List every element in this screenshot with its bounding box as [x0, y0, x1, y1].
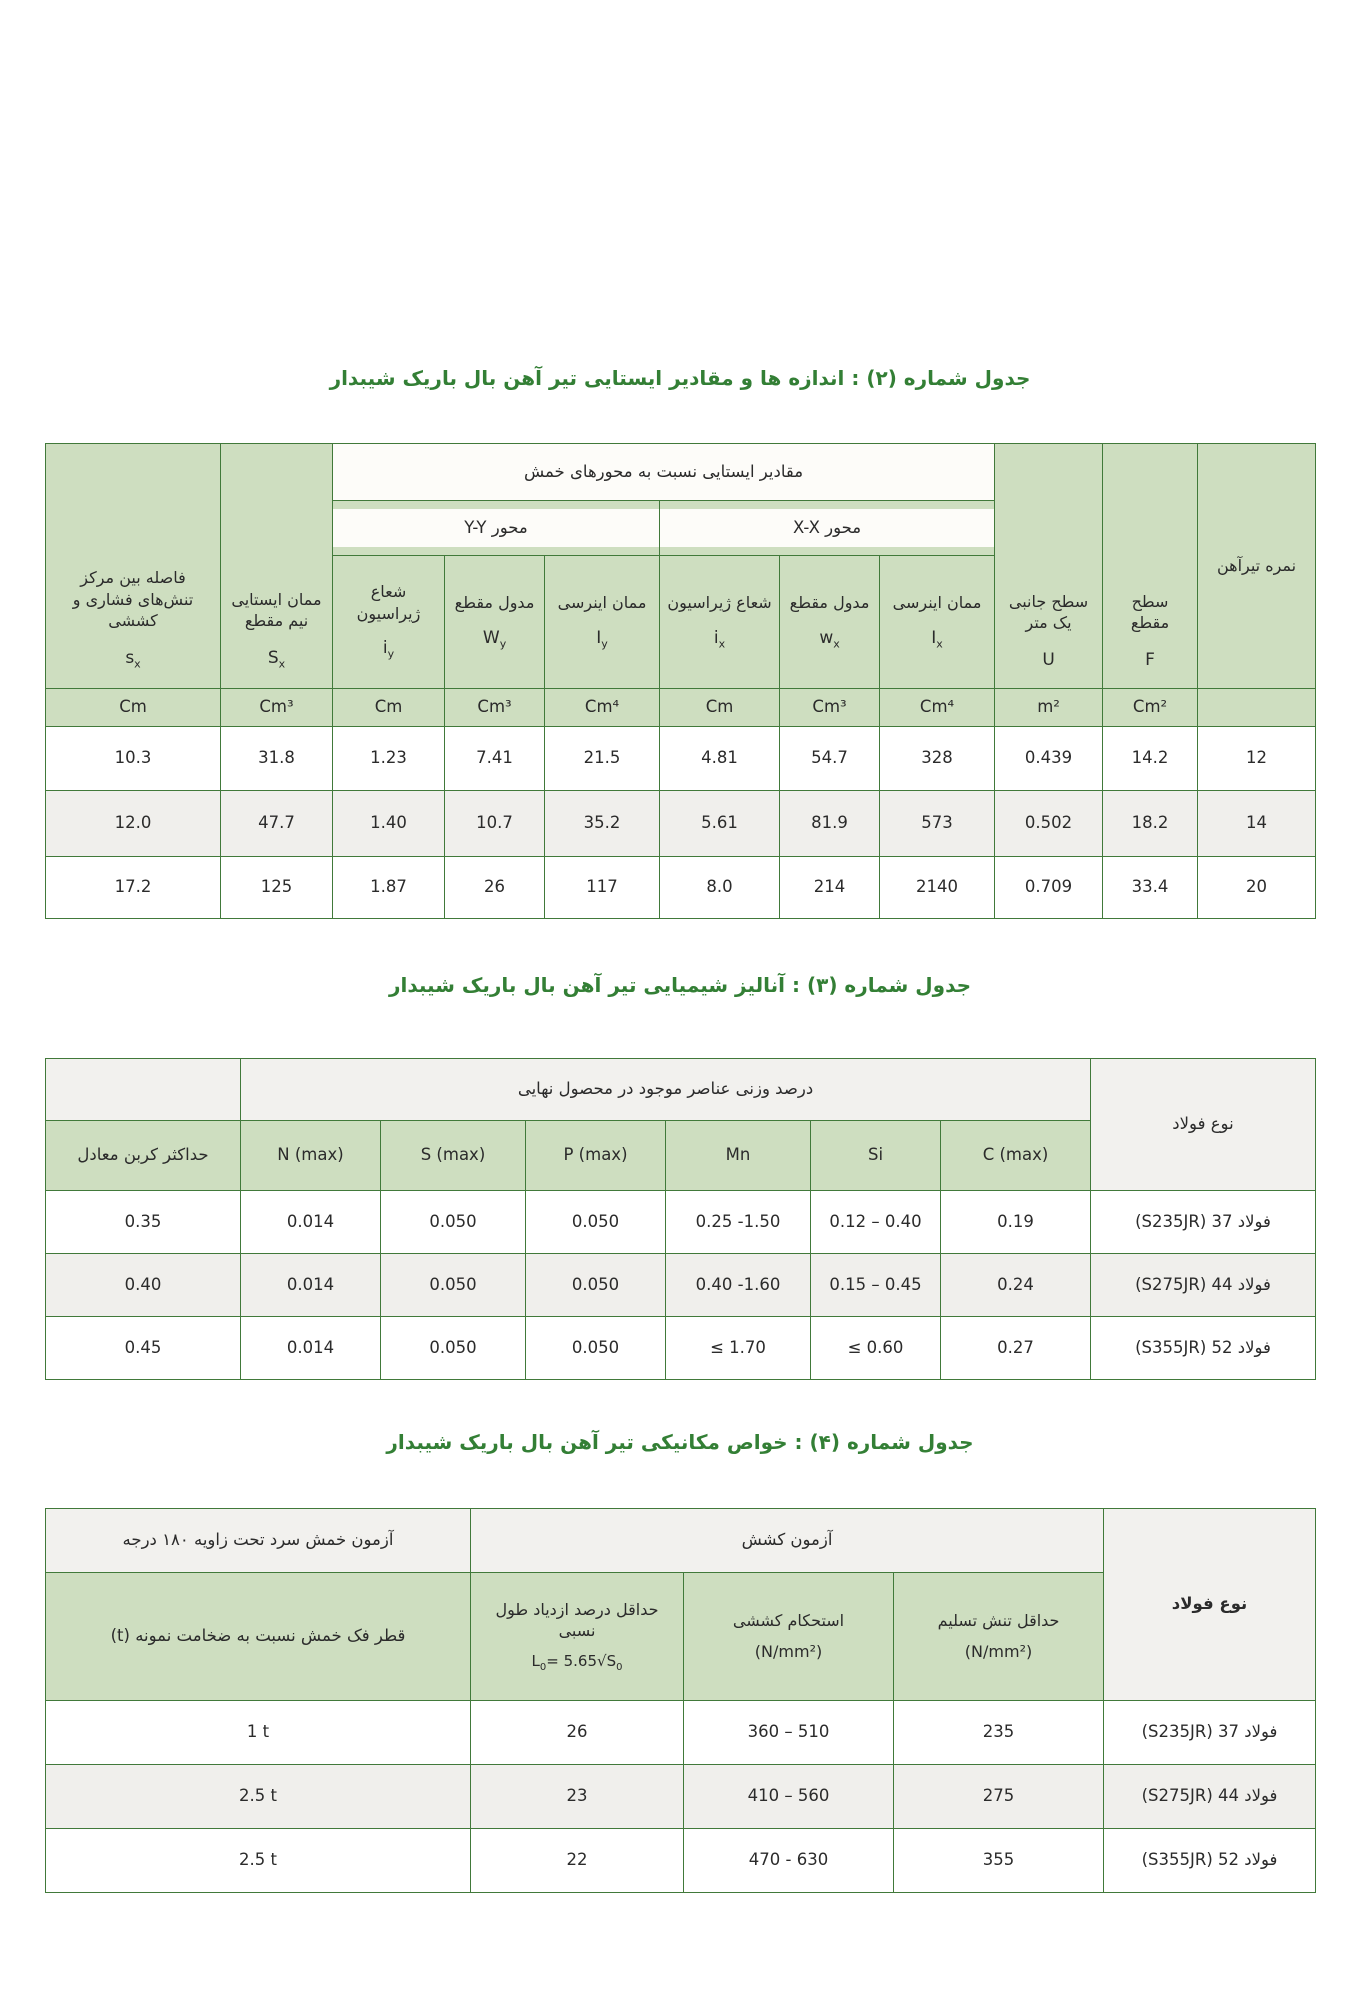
symbol-wx: $w_x$ — [819, 627, 840, 651]
table4-title: جدول شماره (۴) : خواص مکانیکی تیر آهن بال باریک شیبدار — [386, 1430, 974, 1454]
col-header-n-max: N (max) — [241, 1121, 381, 1191]
col-header-carbon-equivalent: حداکثر کربن معادل — [46, 1121, 241, 1191]
span-header-weight-percent: درصد وزنی عناصر موجود در محصول نهایی — [241, 1059, 1091, 1121]
col-label-static-moment: ممان ایستایی نیم مقطع — [231, 589, 322, 631]
col-header-tensile-strength: استحکام کششی (N/mm²) — [684, 1573, 894, 1701]
col-header-centroid-distance — [46, 444, 221, 689]
unit-gyration-y: Cm — [333, 689, 445, 727]
unit-inertia-x: Cm⁴ — [880, 689, 995, 727]
col-header-c-max: C (max) — [941, 1121, 1091, 1191]
unit-gyration-x: Cm — [660, 689, 780, 727]
symbol-U: U — [1042, 650, 1055, 671]
unit-beam-no — [1198, 689, 1316, 727]
col-label-section-area: سطح مقطع — [1130, 591, 1170, 633]
symbol-iy: $i_y$ — [382, 638, 395, 661]
axis-header-yy — [333, 501, 660, 556]
table-row: فولاد 37 (S235JR) 0.19 0.12 – 0.40 0.25 -1.50 0.050 0.050 0.014 0.35 — [46, 1191, 1316, 1254]
table-row: فولاد 44 (S275JR) 275 410 – 560 23 2.5 t — [46, 1765, 1316, 1829]
symbol-Wy: $W_y$ — [482, 627, 507, 651]
axis-yy-label: محور Y-Y — [333, 509, 659, 547]
empty-header-cell — [46, 1059, 241, 1121]
col-header-beam-no — [1198, 444, 1316, 689]
table-row: فولاد 37 (S235JR) 235 360 – 510 26 1 t — [46, 1701, 1316, 1765]
col-header-lateral-surface — [995, 444, 1103, 689]
gauge-length-formula: $L_0= 5.65√S_0$ — [531, 1651, 623, 1673]
span-header-static-values: مقادیر ایستایی نسبت به محورهای خمش — [333, 444, 995, 501]
col-header-inertia-x: ممان اینرسی $I_x$ — [880, 556, 995, 689]
col-header-mn: Mn — [666, 1121, 811, 1191]
col-label-beam-no: نمره تیرآهن — [1216, 556, 1297, 576]
span-header-tension-test: آزمون کشش — [471, 1509, 1104, 1573]
table-row: فولاد 52 (S355JR) 0.27 ≤ 0.60 ≤ 1.70 0.050 0.050 0.014 0.45 — [46, 1317, 1316, 1380]
table2-title: جدول شماره (۲) : اندازه ها و مقادیر ایستایی تیر آهن بال باریک شیبدار — [329, 366, 1031, 390]
axis-xx-label: محور X-X — [660, 509, 994, 547]
col-label-centroid-distance: فاصله بین مرکز تنش‌های فشاری و کششی — [72, 567, 194, 631]
unit-modulus-x: Cm³ — [780, 689, 880, 727]
col-header-modulus-y: مدول مقطع $W_y$ — [445, 556, 545, 689]
col-header-p-max: P (max) — [526, 1121, 666, 1191]
col-header-bend-diameter: قطر فک خمش نسبت به ضخامت نمونه (t) — [46, 1573, 471, 1701]
symbol-Sx: $S_x$ — [267, 647, 286, 671]
span-header-cold-bend-test: آزمون خمش سرد تحت زاویه ۱۸۰ درجه — [46, 1509, 471, 1573]
table-row: فولاد 52 (S355JR) 355 470 - 630 22 2.5 t — [46, 1829, 1316, 1893]
col-header-static-moment — [221, 444, 333, 689]
table2-static-values — [45, 443, 1316, 919]
unit-static-moment: Cm³ — [221, 689, 333, 727]
col-header-gyration-y: شعاع ژیراسیون $i_y$ — [333, 556, 445, 689]
table-row: 14 18.2 0.502 573 81.9 5.61 35.2 10.7 1.40 47.7 12.0 — [46, 791, 1316, 857]
col-header-si: Si — [811, 1121, 941, 1191]
axis-header-xx — [660, 501, 995, 556]
table-row: 20 33.4 0.709 2140 214 8.0 117 26 1.87 125 17.2 — [46, 857, 1316, 919]
table3-chemical-analysis — [45, 1058, 1316, 1380]
unit-lateral-surface: m² — [995, 689, 1103, 727]
table4-mechanical-properties — [45, 1508, 1316, 1893]
symbol-Iy: $I_y$ — [596, 627, 608, 651]
col-label-lateral-surface: سطح جانبی یک متر — [1008, 591, 1089, 633]
unit-inertia-y: Cm⁴ — [545, 689, 660, 727]
col-header-inertia-y: ممان اینرسی $I_y$ — [545, 556, 660, 689]
col-header-elongation: حداقل درصد ازدیاد طول نسبی $L_0= 5.65√S_0$ — [471, 1573, 684, 1701]
unit-section-area: Cm² — [1103, 689, 1198, 727]
col-header-gyration-x: شعاع ژیراسیون $i_x$ — [660, 556, 780, 689]
col-header-modulus-x: مدول مقطع $w_x$ — [780, 556, 880, 689]
unit-centroid-distance: Cm — [46, 689, 221, 727]
table-row: فولاد 44 (S275JR) 0.24 0.15 – 0.45 0.40 -1.60 0.050 0.050 0.014 0.40 — [46, 1254, 1316, 1317]
table3-title: جدول شماره (۳) : آنالیز شیمیایی تیر آهن بال باریک شیبدار — [388, 973, 972, 997]
col-header-steel-type: نوع فولاد — [1104, 1509, 1316, 1701]
col-header-section-area — [1103, 444, 1198, 689]
symbol-ix: $i_x$ — [713, 627, 726, 651]
symbol-Ix: $I_x$ — [931, 627, 943, 651]
unit-modulus-y: Cm³ — [445, 689, 545, 727]
symbol-F: F — [1145, 650, 1155, 671]
col-header-steel-type: نوع فولاد — [1091, 1059, 1316, 1191]
col-header-s-max: S (max) — [381, 1121, 526, 1191]
symbol-sx: $s_x$ — [125, 647, 141, 671]
table-row: 12 14.2 0.439 328 54.7 4.81 21.5 7.41 1.23 31.8 10.3 — [46, 727, 1316, 791]
col-header-yield-stress: حداقل تنش تسلیم (N/mm²) — [894, 1573, 1104, 1701]
